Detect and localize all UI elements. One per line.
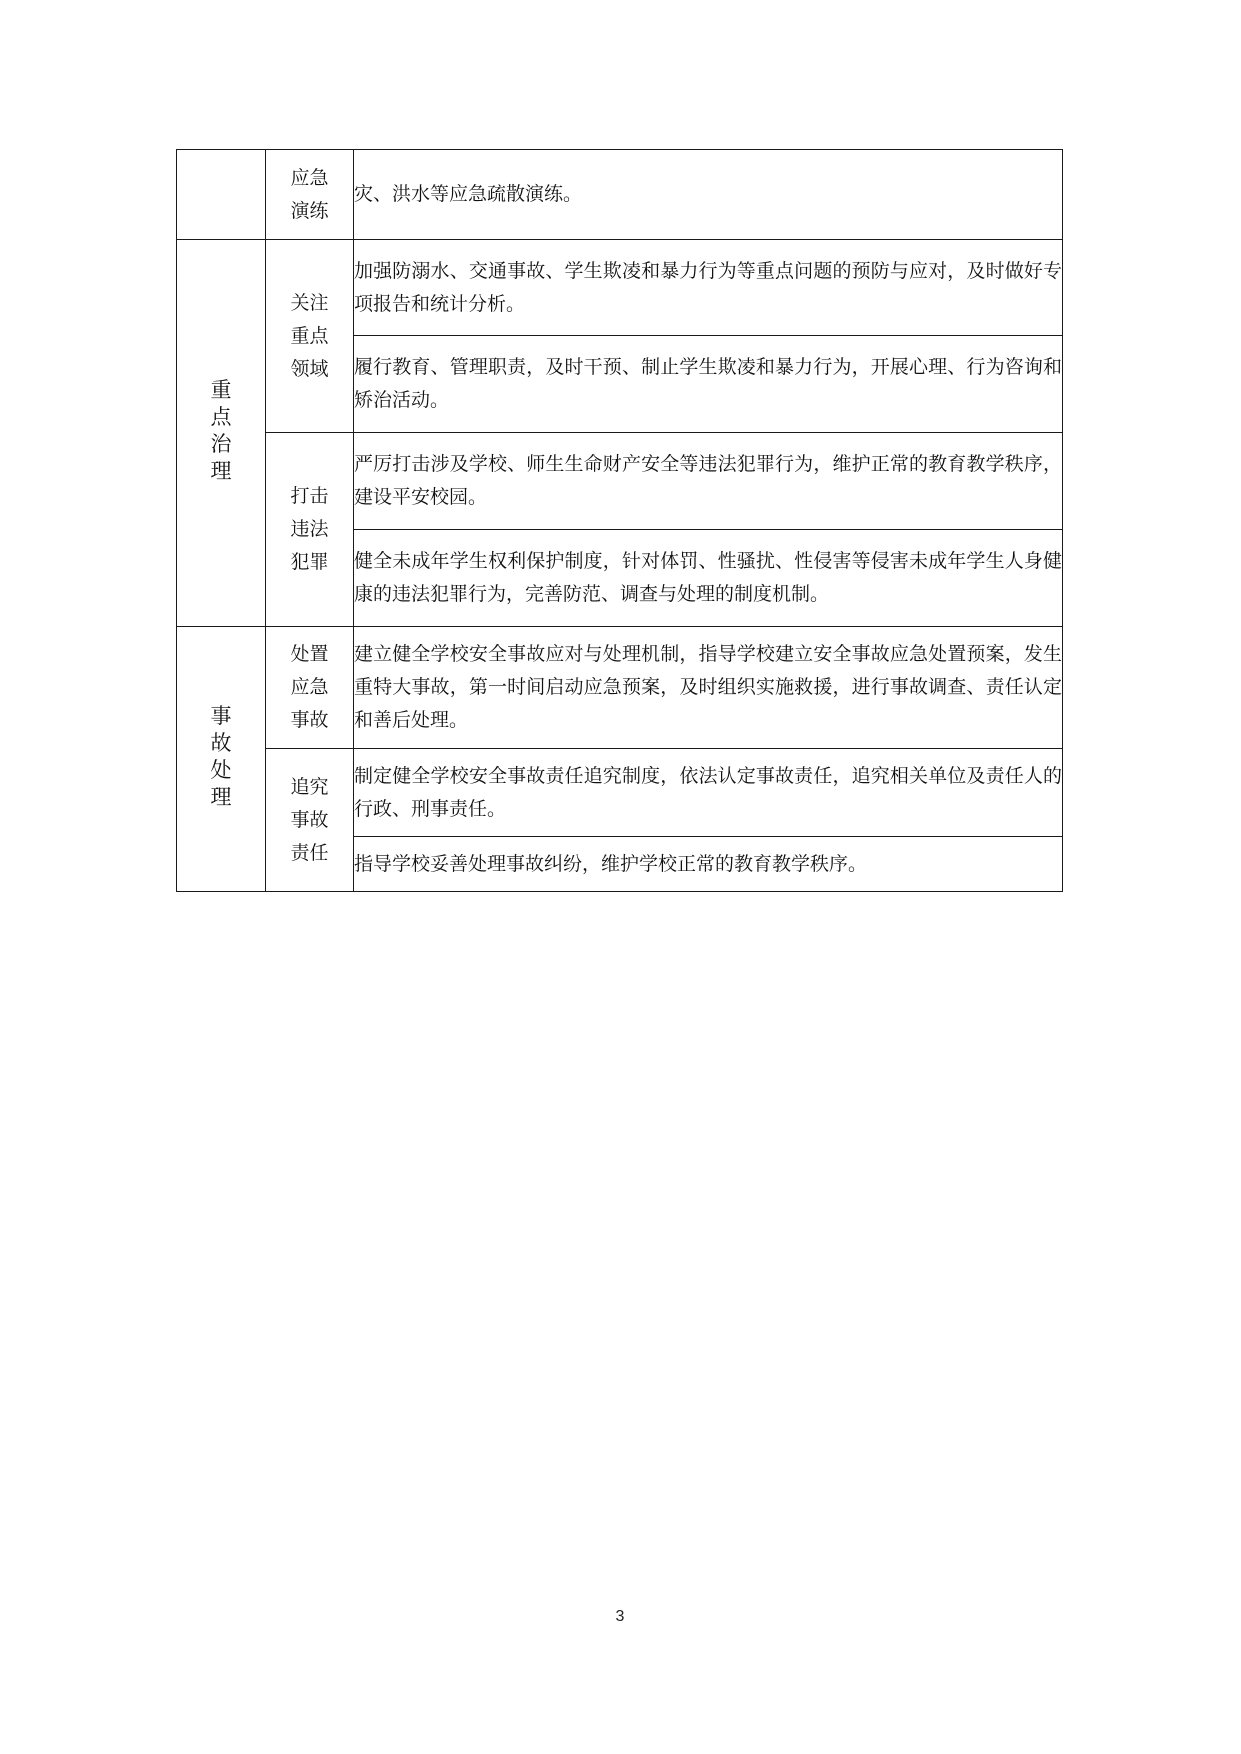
safety-measures-table xyxy=(176,149,1063,892)
subcategory-label: 追究事故责任 xyxy=(290,775,329,864)
content-cell: 履行教育、管理职责，及时干预、制止学生欺凌和暴力行为，开展心理、行为咨询和矫治活动。 xyxy=(354,336,1063,433)
subcategory-cell xyxy=(266,749,354,892)
category-cell xyxy=(177,240,266,627)
category-label: 事故处理 xyxy=(210,704,232,809)
subcategory-cell xyxy=(266,627,354,749)
content-cell: 健全未成年学生权利保护制度，针对体罚、性骚扰、性侵害等侵害未成年学生人身健康的违法犯罪行为，完善防范、调查与处理的制度机制。 xyxy=(354,530,1063,627)
table-row xyxy=(177,240,1063,336)
content-cell: 建立健全学校安全事故应对与处理机制，指导学校建立安全事故应急处置预案，发生重特大事故，第一时间启动应急预案，及时组织实施救援，进行事故调查、责任认定和善后处理。 xyxy=(354,627,1063,749)
table-row xyxy=(177,150,1063,240)
content-cell: 严厉打击涉及学校、师生生命财产安全等违法犯罪行为，维护正常的教育教学秩序，建设平安校园。 xyxy=(354,433,1063,530)
subcategory-label: 关注重点领域 xyxy=(290,291,329,380)
category-cell-empty xyxy=(177,150,266,240)
table-row xyxy=(177,627,1063,749)
content-cell: 加强防溺水、交通事故、学生欺凌和暴力行为等重点问题的预防与应对，及时做好专项报告和统计分析。 xyxy=(354,240,1063,336)
category-label: 重点治理 xyxy=(210,378,232,483)
content-cell: 指导学校妥善处理事故纠纷，维护学校正常的教育教学秩序。 xyxy=(354,837,1063,892)
subcategory-label: 处置应急事故 xyxy=(290,643,329,731)
content-cell: 灾、洪水等应急疏散演练。 xyxy=(354,150,1063,240)
subcategory-cell xyxy=(266,433,354,627)
table-row xyxy=(177,749,1063,837)
category-cell xyxy=(177,627,266,892)
subcategory-label: 应急演练 xyxy=(290,166,329,222)
subcategory-cell xyxy=(266,150,354,240)
subcategory-cell xyxy=(266,240,354,433)
content-cell: 制定健全学校安全事故责任追究制度，依法认定事故责任，追究相关单位及责任人的行政、刑事责任。 xyxy=(354,749,1063,837)
page-number: 3 xyxy=(615,1608,625,1625)
subcategory-label: 打击违法犯罪 xyxy=(290,485,329,573)
table-row xyxy=(177,433,1063,530)
